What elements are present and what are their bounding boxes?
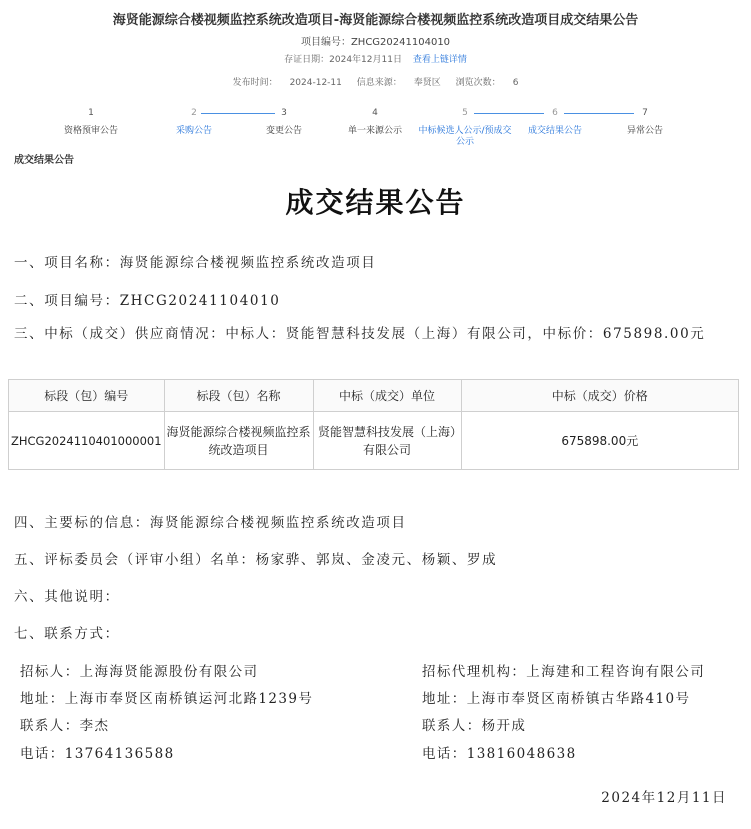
step-label: 异常公告 [626, 126, 663, 136]
step-number: 5 [462, 108, 468, 118]
column-header: 中标（成交）单位 [313, 380, 461, 412]
chain-details-link[interactable]: 查看上链详情 [412, 55, 467, 65]
step-label[interactable]: 成交结果公告 [527, 126, 582, 136]
signature-date: 2024年12月11日 [601, 790, 727, 806]
winner-cell: 贤能智慧科技发展（上海）有限公司 [313, 412, 461, 470]
step-procurement-notice[interactable] [144, 106, 244, 137]
agency-address: 地址：上海市奉贤区南桥镇古华路410号 [422, 691, 691, 707]
publish-time: 发布时间： 2024-12-11 [232, 78, 342, 88]
step-number: 3 [281, 108, 287, 118]
step-number: 6 [552, 108, 558, 118]
deposit-info [0, 52, 751, 65]
deposit-date-value: 2024年12月11日 [329, 55, 402, 65]
step-label[interactable]: 中标候选人公示/预成交公示 [418, 126, 512, 147]
tenderer-address: 地址：上海市奉贤区南桥镇运河北路1239号 [20, 691, 314, 707]
column-header: 中标（成交）价格 [461, 380, 738, 412]
step-label[interactable]: 采购公告 [175, 126, 212, 136]
section-label: 成交结果公告 [14, 155, 74, 166]
announcement-steps [0, 106, 751, 151]
info-source: 信息来源： 奉贤区 [356, 78, 441, 88]
step-label: 单一来源公示 [347, 126, 402, 136]
step-abnormal-notice[interactable] [595, 106, 695, 137]
step-number: 1 [88, 108, 94, 118]
lot-number-cell: ZHCG2024110401000001 [9, 412, 165, 470]
page-title: 海贤能源综合楼视频监控系统改造项目-海贤能源综合楼视频监控系统改造项目成交结果公告 [112, 13, 639, 28]
committee-line: 五、评标委员会（评审小组）名单：杨家骅、郭岚、金凌元、杨颖、罗成 [14, 552, 498, 568]
step-qualification-prequal[interactable] [41, 106, 141, 137]
publish-info [0, 75, 751, 88]
other-notes-line: 六、其他说明： [14, 589, 120, 605]
tenderer-org: 招标人：上海海贤能源股份有限公司 [20, 664, 259, 680]
project-number-value: ZHCG20241104010 [350, 37, 451, 48]
step-label: 资格预审公告 [63, 126, 118, 136]
step-label: 变更公告 [265, 126, 302, 136]
supplier-line: 三、中标（成交）供应商情况：中标人：贤能智慧科技发展（上海）有限公司，中标价：675898.00元 [14, 326, 706, 342]
step-number: 4 [372, 108, 378, 118]
project-number-label: 项目编号： [300, 37, 351, 48]
table-header-row [9, 380, 739, 412]
agency-org: 招标代理机构：上海建和工程咨询有限公司 [422, 664, 706, 680]
contact-heading: 七、联系方式： [14, 626, 120, 642]
project-name-line: 一、项目名称：海贤能源综合楼视频监控系统改造项目 [14, 255, 377, 271]
step-number: 7 [642, 108, 648, 118]
column-header: 标段（包）名称 [164, 380, 313, 412]
price-cell: 675898.00元 [461, 412, 738, 470]
agency-phone: 电话：13816048638 [422, 746, 577, 762]
award-table [8, 379, 739, 470]
view-count: 浏览次数： 6 [455, 78, 519, 88]
step-single-source[interactable] [325, 106, 425, 137]
project-number [0, 33, 751, 48]
step-change-notice[interactable] [234, 106, 334, 137]
column-header: 标段（包）编号 [9, 380, 165, 412]
project-number-line: 二、项目编号：ZHCG20241104010 [14, 293, 281, 309]
step-number: 2 [191, 108, 197, 118]
document-heading: 成交结果公告 [285, 186, 466, 219]
table-row [9, 412, 739, 470]
agency-contact: 联系人：杨开成 [422, 718, 527, 734]
lot-name-cell: 海贤能源综合楼视频监控系统改造项目 [164, 412, 313, 470]
tenderer-phone: 电话：13764136588 [20, 746, 175, 762]
main-subject-line: 四、主要标的信息：海贤能源综合楼视频监控系统改造项目 [14, 515, 407, 531]
tenderer-contact: 联系人：李杰 [20, 718, 110, 734]
deposit-date-label: 存证日期： [284, 55, 330, 65]
step-candidate-notice[interactable] [415, 106, 515, 148]
step-result-notice[interactable] [505, 106, 605, 137]
